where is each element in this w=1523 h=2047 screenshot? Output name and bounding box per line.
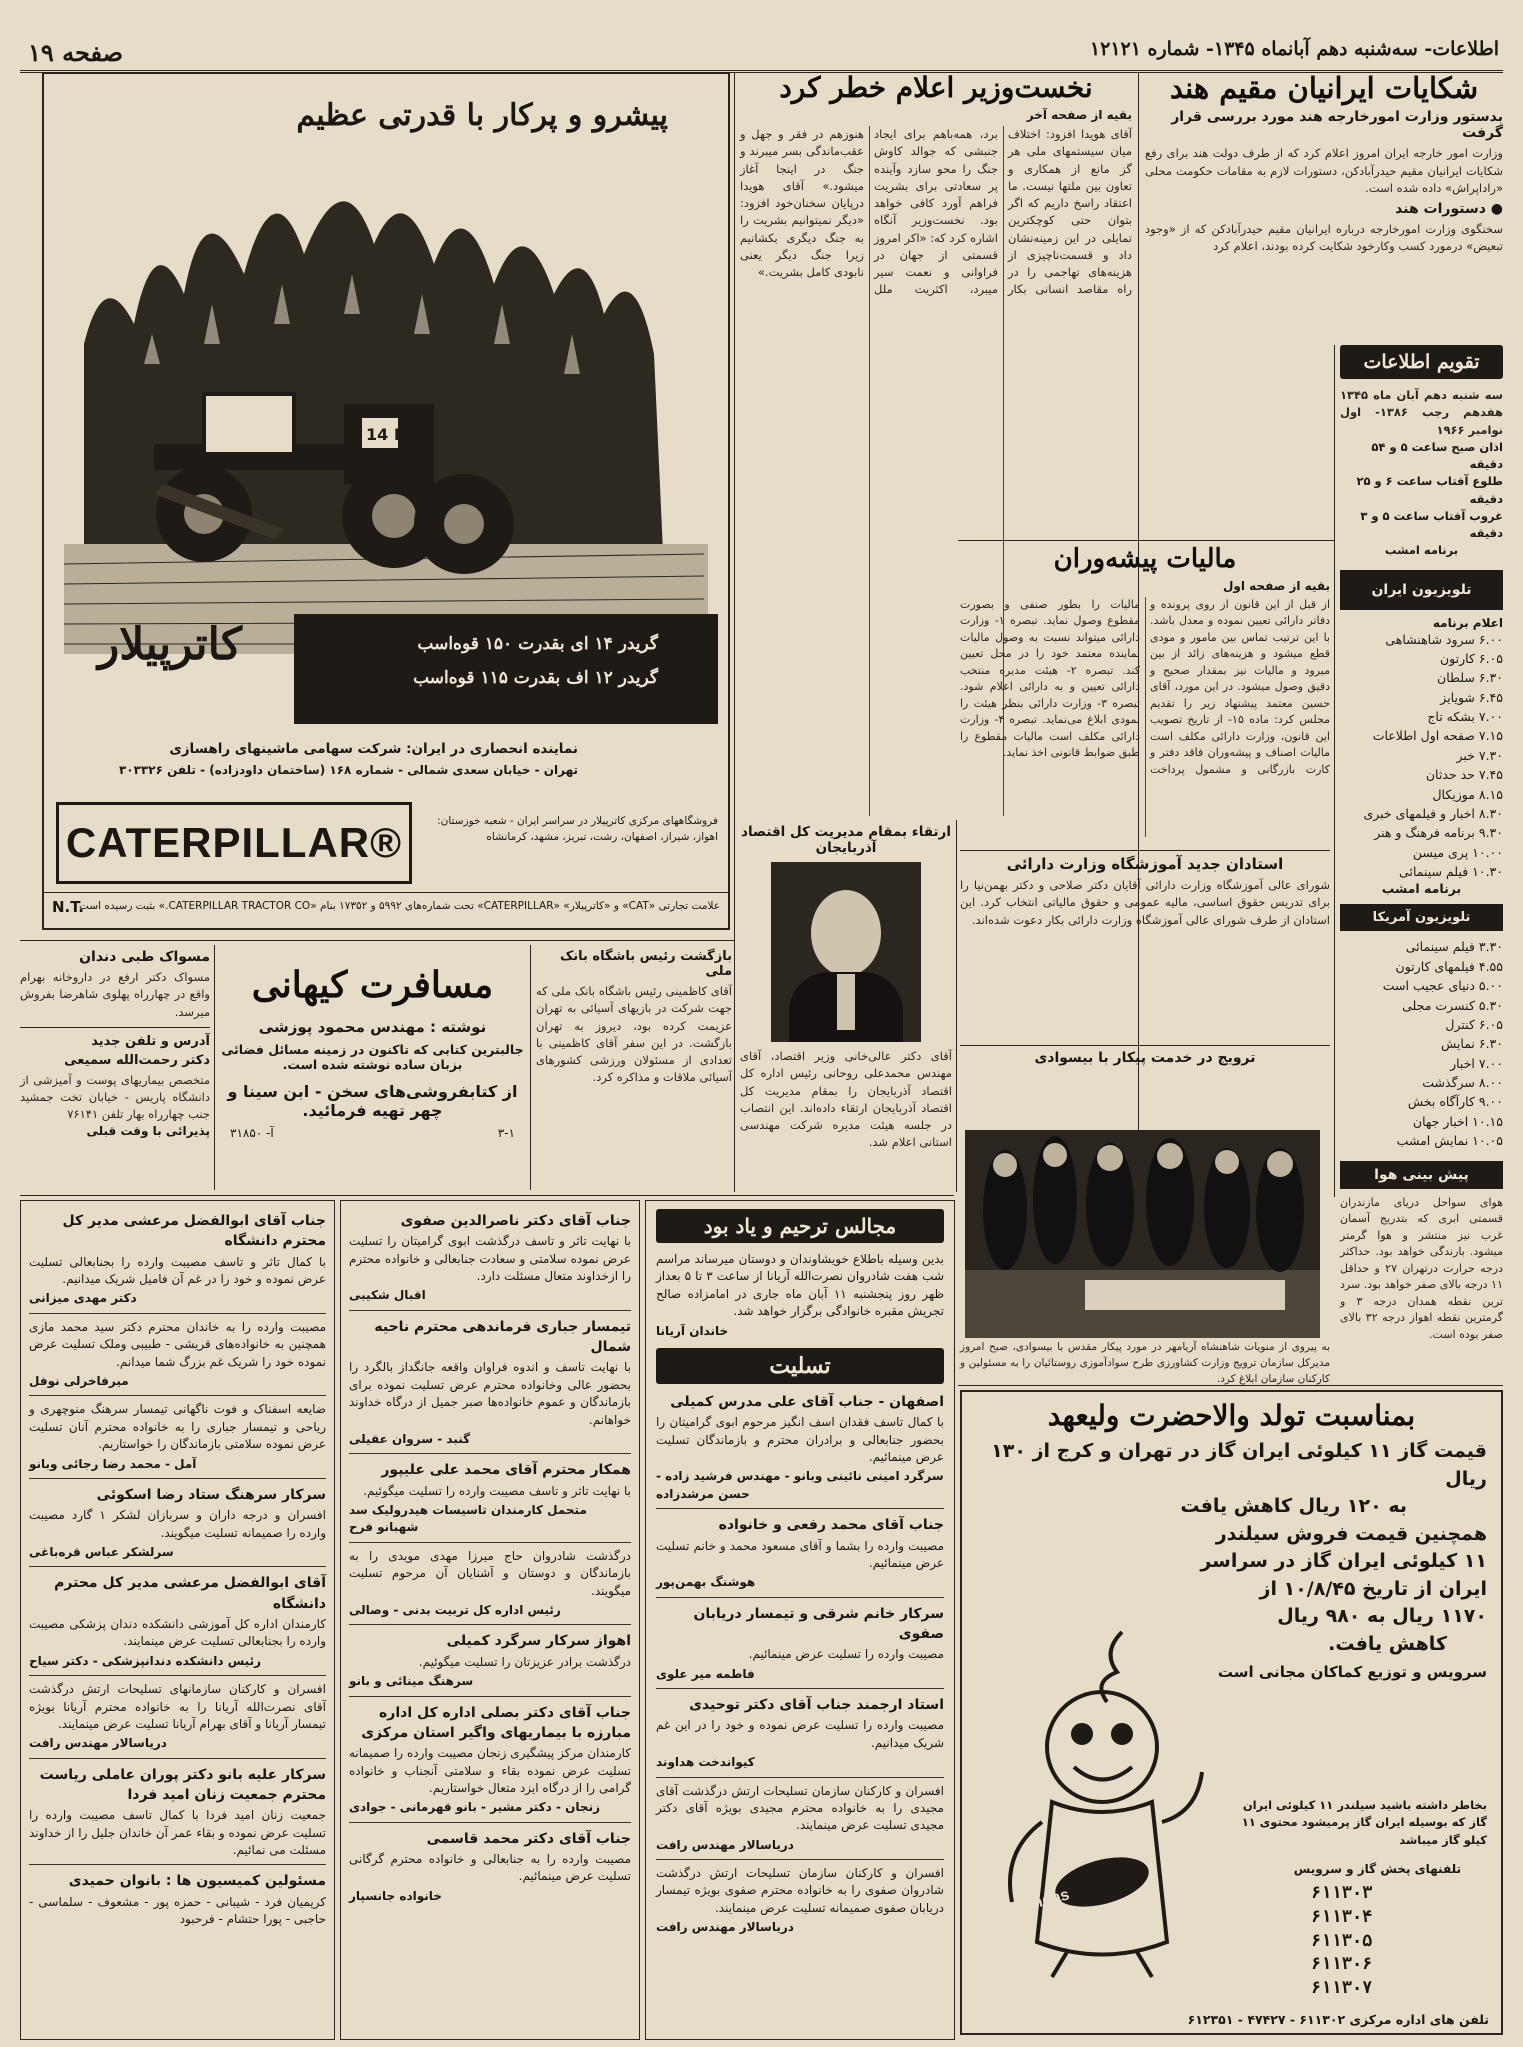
- notice-body: مصیبت وارده را به جنابعالی و خانواده محترم گرگانی تسلیت عرض مینمائیم.: [349, 1851, 631, 1884]
- notice-signature: فاطمه میر علوی: [656, 1666, 755, 1681]
- notice-heading: جناب آقای محمد رفعی و خانواده: [718, 1517, 944, 1534]
- notice-heading: سرکار خانم شرقی و تیمسار دریابان صفوی: [693, 1605, 944, 1642]
- notice-heading: جناب آقای دکتر ناصرالدین صفوی: [400, 1213, 631, 1229]
- gas-line-2: به ۱۲۰ ریال کاهش یافت: [1180, 1495, 1407, 1518]
- notice-heading: آقای ابوالفضل مرعشی مدیر کل محترم دانشگاه: [54, 1575, 326, 1612]
- tonight-label: برنامه امشب: [1384, 543, 1459, 558]
- notice-body: ضایعه اسفناک و فوت ناگهانی تیمسار سرهنگ منوچهری و ریاحی و تیمسار جباری را به خانواده محترم آنان تسلیت عرض نموده سلامتی بازماندگان را خواستاریم.: [29, 1402, 326, 1452]
- issue-line: اطلاعات- سه‌شنبه دهم آبانماه ۱۳۴۵- شماره ۱۲۱۲۱: [1089, 38, 1499, 60]
- gas-line-4: ۱۱ کیلوئی ایران گاز در سراسر: [1200, 1550, 1487, 1573]
- notice-heading: مسئولین کمیسیون ها : بانوان حمیدی: [68, 1873, 326, 1890]
- program-item: ۱۰.۰۰ پری میسن: [1412, 844, 1503, 860]
- phone-number: ۶۱۱۳۰۶: [1311, 1954, 1373, 1975]
- notice-body: با نهایت تاثر و تاسف درگذشت ابوی گرامیتان را تسلیت عرض نموده سلامتی و سعادت جنابعالی و خانواده محترم را ازخداوند متعال مسئلت دارد.: [349, 1234, 631, 1284]
- program-item: ۱۰.۱۵ اخبار جهان: [1412, 1113, 1503, 1129]
- program-item: ۶.۴۵ شویایز: [1440, 689, 1503, 705]
- program-item: ۱۰.۳۰ فیلم سینمائی: [1399, 864, 1503, 879]
- obituaries-column-2: [340, 1200, 640, 2040]
- brand-english: CATERPILLAR®: [56, 802, 412, 884]
- trademark-line: علامت تجارتی «CAT» و «کاترپیلار» «CATERPILLAR» تحت شماره‌های ۵۹۹۲ و ۱۷۳۵۲ بنام «CATERPILLAR TRACTOR CO.» بثبت رسیده است: [79, 900, 720, 912]
- meeting-photo: [965, 1130, 1320, 1338]
- article-body: آقای دکتر عالی‌خانی وزیر اقتصاد، آقای مهندس محمدعلی روحانی رئیس اداره کل اقتصاد آذربایجان را بمقام مدیریت کل اقتصاد آذربایجان ارتقاء داده‌اند. این انتصاب در جلسه هیئت مدیره شرکت مهندسی استانی اعلام شد.: [740, 1049, 952, 1150]
- article-title: نخست‌وزیر اعلام خطر کرد: [779, 71, 1093, 104]
- program-item: ۳.۳۰ فیلم سینمائی: [1405, 939, 1503, 955]
- program-item: ۶.۰۵ کارتون: [1439, 650, 1503, 666]
- article-lead: بقیه از صفحه اول: [1222, 578, 1330, 593]
- phone-list: [1311, 1882, 1431, 2001]
- notice-signature: رئیس اداره کل تربیت بدنی - وصالی: [349, 1603, 561, 1618]
- azan-time: اذان صبح ساعت ۵ و ۵۴ دقیقه: [1371, 439, 1503, 471]
- program-item: ۱۰.۰۵ نمایش امشب: [1396, 1133, 1503, 1149]
- program-item: ۷.۱۵ صفحه اول اطلاعات: [1372, 728, 1503, 744]
- agent-name: نماینده انحصاری در ایران: شرکت سهامی ماشینهای راهسازی: [169, 741, 578, 757]
- article-title: مالیات پیشه‌وران: [1053, 544, 1237, 574]
- notice-signature: کیواندخت هداوند: [656, 1755, 755, 1770]
- ad-desc: جالبترین کتابی که تاکنون در زمینه مسائل فضائی بزبان ساده نوشته شده است.: [221, 1042, 524, 1073]
- tv-america-logo: تلویزیون آمریکا: [1340, 904, 1503, 931]
- semiee-title: آدرس و تلفن جدید: [91, 1033, 210, 1049]
- masthead-strip: [20, 28, 1503, 73]
- condolence-header: تسلیت: [656, 1348, 944, 1384]
- caterpillar-advertisement: [42, 72, 730, 930]
- spec-line-1: گریدر ۱۴ ای بقدرت ۱۵۰ قوه‌اسب: [417, 634, 658, 654]
- notice-body: با نهایت تاسف و اندوه فراوان واقعه جانگداز بالگرد را بحضور عالی وخانواده محترم عرض تسلیت نموده برای بازماندگان و عموم خانواده‌ها صبر جمیل از درگاه خداوند خواهانم.: [349, 1360, 631, 1427]
- obituaries-column-3: [645, 1200, 955, 2040]
- article-complaints: [1145, 72, 1503, 342]
- article-body: از قبل از این قانون از روی پرونده و دفاتر دارائی تعیین نموده و معدل باشد. با این ترتیب تماس بین مامور و مودی قطع میشود و هزینه‌های زائد از بین میرود و مالیات نیز بمقدار صحیح و دقیق وصول میشود. در این مورد، آقای حسین معتمد پیشنهاد زیر را تقدیم مجلس کرد: ماده ۱۵- از تاریخ تصویب این قانون، وزارت دارائی مکلف است مالیات اصناف و پیشه‌وران فاقد دفتر و کارت بازرگانی و مشمول پرداخت مالیات را بطور صنفی و بصورت مقطوع وصول نماید. تبصره ۱- وزارت دارائی میتواند نسبت به وصول مالیات نماینده معتمد خود را در محل تعیین کند. تبصره ۲- هیئت مدیره منتخب دارائی تعیین و به دارائی اعلام شود. تبصره ۳- وزارت دارائی بنظر هیئت را بمودی ابلاغ می‌نماید. تبصره ۴- وزارت دارائی مکلف است مالیات مقطوع را طبق ضوابط قانونی اخذ نماید.: [960, 597, 1330, 776]
- phone-number: ۶۱۱۳۰۳: [1311, 1883, 1373, 1903]
- program-item: ۸.۳۰ اخبار و فیلمهای خبری: [1363, 805, 1503, 821]
- notice-signature: اقبال شکیبی: [349, 1288, 426, 1303]
- notice-heading: جناب آقای دکتر بصلی اداره کل اداره مبارزه با بیماریهای واگیر استان مرکزی: [361, 1704, 631, 1741]
- notice-heading: اهواز سرکار سرگرد کمیلی: [446, 1633, 631, 1650]
- ad-title: بمناسبت تولد والاحضرت ولیعهد: [1047, 1399, 1416, 1432]
- article-lead: بدستور وزارت امورخارجه هند مورد بررسی قرار گرفت: [1171, 109, 1503, 142]
- branches-list: فروشگاههای مرکزی کاترپیلار در سراسر ایران - شعبه خوزستان: اهواز، شیراز، اصفهان، رشت، تبریز، مشهد، کرمانشاه: [437, 815, 718, 843]
- program-item: ۵.۳۰ کنسرت مجلی: [1402, 997, 1503, 1013]
- nt-mark: N.T.: [52, 898, 84, 916]
- tv-iran-program: [1340, 630, 1503, 882]
- article-bank: [536, 945, 732, 1190]
- calendar-column: [1340, 345, 1504, 1341]
- program-item: ۸.۰۰ سرگذشت: [1422, 1075, 1503, 1090]
- ad-code-2: آ- ۳۱۸۵۰: [230, 1126, 274, 1141]
- notice-signature: میرفاخرلی نوفل: [29, 1373, 129, 1388]
- photo-caption-box: [960, 1340, 1330, 1385]
- calendar-logo: تقویم اطلاعات: [1340, 345, 1503, 379]
- notice-heading: جناب آقای ابوالفضل مرعشی مدیر کل محترم دانشگاه: [62, 1213, 326, 1250]
- program-item: ۷.۰۰ اخبار: [1450, 1055, 1503, 1071]
- semiee-name: دکتر رحمت‌الله سمیعی: [64, 1052, 210, 1068]
- brand-persian: کاترپیلار: [98, 619, 242, 670]
- notice-signature: رئیس دانشکده دندانپزشکی - دکتر سیاح: [29, 1653, 261, 1668]
- article-body: شورای عالی آموزشگاه وزارت دارائی آقایان دکتر صلاحی و دکتر بهمن‌نیا را برای تدریس حقوق اساسی، مالیه عمومی و حقوق مالیاتی انتخاب کرد. این استادان از طرف شورای عالی آموزشگاه وزارت دارائی بکار دعوت شده‌اند.: [960, 878, 1330, 927]
- notice-heading: همکار محترم آقای محمد علی علیپور: [381, 1462, 631, 1479]
- article-promotion: [740, 820, 952, 1190]
- notice-body: کارمندان اداره کل آموزشی دانشکده دندان پزشکی مصیبت وارده را بجنابعالی تسلیت عرض مینمایند.: [29, 1616, 326, 1649]
- notice-heading: سرکار علیه بانو دکتر پوران عاملی ریاست محترم جمعیت زنان امید فردا: [39, 1766, 326, 1803]
- gas-line-5: ایران از تاریخ ۱۰/۸/۴۵ از: [1259, 1577, 1487, 1600]
- gas-line-7: کاهش یافت.: [1328, 1633, 1447, 1656]
- article-subhead: ● دستورات هند: [1395, 201, 1503, 218]
- program-item: ۶.۳۰ نمایش: [1440, 1036, 1503, 1052]
- gas-notice: بخاطر داشته باشید سیلندر ۱۱ کیلوئی ایران گاز که بوسیله ایران گاز پرمیشود محتوی ۱۱ کیلو گاز میباشد: [1241, 1798, 1487, 1847]
- notice-body: با نهایت تاثر و تاسف مصیبت وارده را تسلیت میگوئیم.: [363, 1483, 631, 1498]
- notice-body: افسران و کارکنان سازمان تسلیحات ارتش درگذشت شادروان صفوی را به خانواده محترم صفوی بویژه تیمسار دریابان صفوی صمیمانه تسلیت عرض مینمایند.: [656, 1866, 944, 1915]
- notice-signature: سرگرد امینی نائینی وبانو - مهندس فرشید زاده - حسن مرشدزاده: [656, 1469, 944, 1501]
- space-book-advertisement: [220, 945, 525, 1190]
- mourning-signature: خاندان آریانا: [656, 1323, 729, 1338]
- program-item: ۹.۰۰ کارآگاه بخش: [1407, 1094, 1503, 1110]
- article-body-2: سخنگوی وزارت امورخارجه درباره ایرانیان مقیم حیدرآبادکن که از «وجود تبعیض» درمورد کسب وکارخود شکایت کرده بودند، اعلام کرد: [1145, 222, 1503, 254]
- notice-signature: سرلشکر عباس قره‌باغی: [29, 1544, 174, 1559]
- notice-body: افسران و کارکنان سازمان تسلیحات ارتش درگذشت آقای مجیدی را به خانواده محترم مجیدی بویژه آقای دکتر مجیدی تسلیت عرض مینمایند.: [656, 1783, 944, 1833]
- notice-signature: زنجان - دکتر مشیر - بانو قهرمانی - جوادی: [349, 1800, 600, 1815]
- obituaries-column-1: [20, 1200, 335, 2040]
- mourning-header: مجالس ترحیم و یاد بود: [656, 1209, 944, 1243]
- schedule-title: اعلام برنامه: [1432, 615, 1503, 630]
- notice-body: درگذشت شادروان حاج میرزا مهدی مویدی را به بازماندگان و دوستان و آشنایان آن مرحوم تسلیت میگویند.: [349, 1548, 631, 1598]
- notice-signature: خانواده جانسپار: [349, 1888, 442, 1903]
- notice-body: افسران و کارکنان سازمانهای تسلیحات ارتش درگذشت آقای نصرت‌الله آریانا را به خانواده محترم آریانا بویژه تیمسار آریانا و آقای بهرام آریانا تسلیت عرض مینمایند.: [29, 1682, 326, 1731]
- ad-slogan: پیشرو و پرکار با قدرتی عظیم: [296, 98, 668, 133]
- semiee-hours: پذیرائی با وقت قبلی: [86, 1123, 210, 1138]
- notice-body: مصیبت وارده را تسلیت عرض نموده و خود را در این غم شریک میدانیم.: [656, 1718, 944, 1750]
- page-number: صفحه ۱۹: [28, 38, 124, 67]
- notice-heading: استاد ارجمند جناب آقای دکتر توحیدی: [689, 1697, 944, 1714]
- article-title: استادان جدید آموزشگاه وزارت دارائی: [1006, 855, 1284, 873]
- notice-body: مصیبت وارده را تسلیت عرض مینمائیم.: [748, 1647, 944, 1662]
- tonight-label-2: برنامه امشب: [1381, 881, 1462, 897]
- notice-body: کریمیان فرد - شیبانی - حمزه پور - مشعوف - سلماسی - حاجبی - پورا حتشام - فرحبود: [29, 1894, 326, 1927]
- mourning-body: بدین وسیله باطلاع خویشاوندان و دوستان میرساند مراسم شب هفت شادروان نصرت‌الله آریانا از ساعت ۳ تا ۵ بعداز ظهر روز پنجشنبه ۱۱ آبان ماه جاری در امامزاده صالح تجریش مقبره خانوادگی برگزار خواهد شد.: [656, 1252, 945, 1319]
- portrait-photo: [771, 862, 921, 1042]
- program-item: ۶.۰۵ کنترل: [1445, 1016, 1503, 1032]
- program-item: ۴.۵۵ فیلمهای کارتون: [1395, 958, 1503, 974]
- program-item: ۶.۳۰ سلطان: [1437, 670, 1503, 686]
- notice-body: درگذشت برادر عزیزتان را تسلیت میگوئیم.: [418, 1654, 631, 1669]
- program-item: ۶.۰۰ سرود شاهنشاهی: [1385, 631, 1503, 647]
- ad-code: ۳-۱: [497, 1126, 515, 1141]
- weather-logo: پیش بینی هوا: [1340, 1161, 1503, 1189]
- semiee-body: متخصص بیماریهای پوست و آمیزشی از دانشگاه پاریس - خیابان تخت جمشید جنب چهارراه بهار تلفن ۷۶۱۴۱: [20, 1072, 210, 1122]
- notice-heading: تیمسار جباری فرماندهی محترم ناحیه شمال: [374, 1318, 631, 1356]
- article-tax-school: [960, 850, 1330, 1040]
- phone-number: ۶۱۱۳۰۵: [1311, 1930, 1373, 1951]
- program-item: ۷.۴۵ حد حدثان: [1425, 767, 1503, 783]
- notice-signature: گنبد - سروان عقیلی: [349, 1432, 471, 1447]
- siwak-title: مسواک طبی دندان: [79, 949, 210, 965]
- program-item: ۵.۰۰ دنیای عجیب است: [1382, 978, 1503, 994]
- photo-caption: به پیروی از منویات شاهنشاه آریامهر در مورد پیکار مقدس با بیسوادی، صبح امروز مدیرکل سازمان ترویج وزارت کشاورزی طرح سوادآموزی روستائیان را به مسئولین و کارکنان سازمان ابلاغ کرد.: [960, 1341, 1330, 1385]
- article-title: ارتقاء بمقام مدیریت کل اقتصاد آذربایجان: [741, 824, 951, 856]
- notice-heading: سرکار سرهنگ ستاد رضا اسکوئی: [96, 1486, 326, 1503]
- sunrise-time: طلوع آفتاب ساعت ۶ و ۲۵ دقیقه: [1356, 474, 1503, 506]
- program-item: ۸.۱۵ موزیکال: [1432, 786, 1503, 802]
- agent-address: تهران - خیابان سعدی شمالی - شماره ۱۶۸ (ساختمان داودزاده) - تلفن ۳۰۳۳۲۶: [118, 762, 578, 777]
- article-taxes: [960, 545, 1330, 845]
- siwak-body: مسواک دکتر ارفع در داروخانه بهرام واقع در چهارراه پهلوی شاهرضا بفروش میرسد.: [20, 970, 210, 1019]
- ad-author: نوشته : مهندس محمود پوزشی: [258, 1018, 487, 1037]
- notice-signature: دریاسالار مهندس رافت: [656, 1837, 794, 1852]
- notice-body: با کمال تاسف فقدان اسف انگیز مرحوم ابوی گرامیتان را بحضور جنابعالی و برادران محترم و بازماندگان تسلیت عرض مینمائیم.: [656, 1415, 944, 1465]
- program-item: ۷.۳۰ خبر: [1456, 747, 1503, 763]
- photo-scene: [965, 1130, 1320, 1338]
- notice-signature: آمل - محمد رضا رجائی وبانو: [29, 1456, 197, 1471]
- article-body: آقای هویدا افزود: اختلاف میان سیستمهای ملی هر گز مانع از همکاری و تعاون بین ملتها نیست. ما اعتقاد راسخ داریم که اگر بتوان حتی کوچکترین تمایلی در این زمینه‌نشان داد و قسمت‌ناچیزی از هزینه‌های تهاجمی را در راه مقاصد انسانی بکار برد، همه‌باهم برای ایجاد جنبشی که جوالد کاوش جنگ را محو سازد وآینده پر سعادتی برای بشریت فراهم آورد کافی خواهد بود. نخست‌وزیر آنگاه اشاره کرد که: «اکر امروز قسمتی از جهان در فراوانی و نعمت سیر میبرد، اکثریت ملل هنوزهم در فقر و جهل و عقب‌ماندگی بسر میبرند و جنگ در اینجا آغاز میشود.» آقای هویدا درپایان سخنان‌خود افزود: «دیگر نمیتوانیم بشریت را به جنگ دیگری بکشانیم زیرا جنگ دیگر یعنی نابودی کامل بشریت.»: [740, 127, 1132, 297]
- phone-number: ۶۱۱۳۰۴: [1311, 1906, 1373, 1927]
- gas-line-1: قیمت گاز ۱۱ کیلوئی ایران گاز در تهران و کرج از ۱۳۰ ریال: [991, 1440, 1487, 1490]
- program-item: ۷.۰۰ بشکه تاج: [1427, 709, 1503, 724]
- notice-body: مصیبت وارده را به خاندان محترم دکتر سید محمد مازی همچنین به خانواده‌های قریشی - طبیبی وملک تسلیت عرض نموده خود را شریک غم بزرگ شما میدانم.: [29, 1319, 326, 1369]
- calendar-date: سه شنبه دهم آبان ماه ۱۳۴۵ هفدهم رجب ۱۳۸۶- اول نوامبر ۱۹۶۶: [1340, 388, 1503, 437]
- notice-signature: دریاسالار مهندس رافت: [29, 1736, 167, 1751]
- notice-signature: دریاسالار مهندس رافت: [656, 1920, 794, 1935]
- notice-body: با کمال تاثر و تاسف مصیبت وارده را بجنابعالی تسلیت عرض نموده و خود را در غم آن فامیل شریک میدانیم.: [29, 1254, 326, 1286]
- spec-line-2: گریدر ۱۲ اف بقدرت ۱۱۵ قوه‌اسب: [413, 668, 658, 688]
- article-body: وزارت امور خارجه ایران امروز اعلام کرد که از طرف دولت هند برای رفع شکایات ایرانیان مقیم حیدرآبادکن، دستورات لازم به مقامات حکومت محلی «راداپراش» داده شده است.: [1145, 146, 1503, 195]
- article-title: ترویج در خدمت پیکار با بیسوادی: [1034, 1050, 1256, 1066]
- notice-body: مصیبت وارده را بشما و آقای مسعود محمد و خانم تسلیت عرض مینمائیم.: [656, 1538, 944, 1570]
- phones-label: تلفنهای پخش گاز و سرویس: [1293, 1862, 1461, 1876]
- small-ads-column: [20, 945, 210, 1190]
- sunset-time: غروب آفتاب ساعت ۵ و ۳ دقیقه: [1360, 508, 1503, 540]
- irangas-advertisement: [960, 1390, 1503, 2035]
- tv-america-program: [1340, 937, 1503, 1150]
- ad-where: از کتابفروشی‌های سخن - ابن سینا و چهر تهیه فرمائید.: [227, 1082, 518, 1121]
- tv-iran-logo: تلویزیون ایران: [1340, 570, 1503, 610]
- weather-text: هوای سواحل دریای مازندران قسمتی ابری که بتدریج آسمان غرب نیز منتشر و هوا گرمتر میشود. بارندگی خواهد بود. حداکثر درجه حرارت درتهران ۲۷ و حداقل ۱۱ درجه بالای صفر خواهد بود. سرد ترین نقطه همدان درجه ۳ و گرمترین نقطه اهواز درجه ۳۲ بالای صفر بوده است.: [1340, 1195, 1504, 1341]
- gas-line-6: ۱۱۷۰ ریال به ۹۸۰ ریال: [1277, 1605, 1487, 1628]
- notice-body: جمعیت زنان امید فردا با کمال تاسف مصیبت وارده را تسلیت عرض نموده و بقاء عمر آن خاندان جلیل را از خداوند مسئلت می نمائیم.: [29, 1808, 326, 1858]
- article-title: بازگشت رئیس باشگاه بانک ملی: [559, 949, 732, 979]
- gas-mascot-illustration: [982, 1622, 1212, 1982]
- spec-panel: [294, 614, 718, 724]
- gas-service: سرویس و توزیع کماکان مجانی است: [1217, 1662, 1487, 1681]
- notice-heading: جناب آقای دکتر محمد قاسمی: [426, 1830, 631, 1847]
- gas-footer: تلفن های اداره مرکزی ۶۱۱۳۰۲ - ۴۷۴۲۷ - ۶۱۲۳۵۱: [1187, 2012, 1489, 2027]
- program-item: ۹.۳۰ برنامه فرهنگ و هنر: [1374, 825, 1503, 841]
- notice-body: کارمندان مرکز پیشگیری زنجان مصیبت وارده را صمیمانه تسلیت عرض نموده بقاء و سلامتی آنجناب و خانواده گرامی را از درگاه ایزد متعال خواستاریم.: [349, 1746, 631, 1795]
- ad-title: مسافرت کیهانی: [251, 964, 494, 1006]
- gas-line-3: همچنین قیمت فروش سیلندر: [1215, 1522, 1487, 1545]
- notice-signature: متحمل کارمندان تاسیسات هیدرولیک سد شهبانو فرح: [349, 1503, 587, 1535]
- irangas-logo: irangas: [1011, 1886, 1072, 1918]
- tractor-plate: 14 E: [366, 425, 405, 444]
- notice-signature: دکتر مهدی میزانی: [29, 1291, 137, 1306]
- notice-heading: اصفهان - جناب آقای علی مدرس کمیلی: [670, 1393, 944, 1410]
- agent-block: [108, 739, 578, 780]
- article-lead: بقیه از صفحه آخر: [1026, 108, 1132, 123]
- condolence-list: [646, 1392, 954, 1937]
- tractor-illustration: [44, 144, 728, 664]
- article-title: شکایات ایرانیان مقیم هند: [1169, 71, 1479, 105]
- article-body: آقای کاظمینی رئیس باشگاه بانک ملی که جهت شرکت در بازیهای آسیائی به تهران عزیمت کرده بود، دیروز به تهران بازگشت. در این سفر آقای کاظمینی با تعدادی از مسئولان ورزشی کشورهای آسیائی ملاقات و مذاکره کرد.: [536, 984, 732, 1085]
- notice-signature: هوشنگ بهمن‌پور: [656, 1575, 756, 1590]
- notice-signature: سرهنگ مینائی و بانو: [349, 1674, 474, 1689]
- notice-body: افسران و درجه داران و سربازان لشکر ۱ گارد مصیبت وارده را صمیمانه تسلیت میگویند.: [29, 1508, 326, 1540]
- phone-number: ۶۱۱۳۰۷: [1311, 1978, 1373, 1999]
